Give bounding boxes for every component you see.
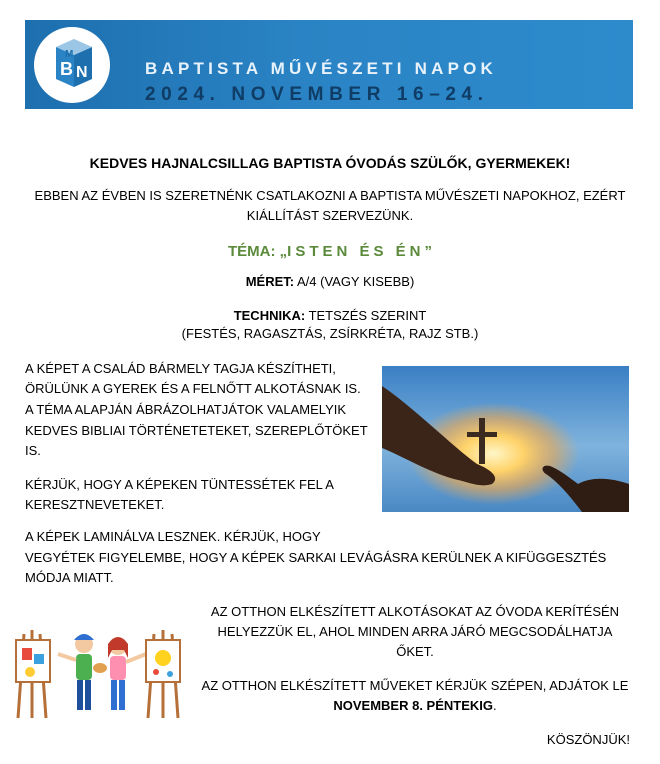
svg-text:N: N <box>76 64 88 81</box>
svg-text:B: B <box>60 59 73 79</box>
para1-line-3: A TÉMA ALAPJÁN ÁBRÁZOLHATJÁTOK VALAMELYIK <box>25 402 347 417</box>
technique-value: TETSZÉS SZERINT <box>305 308 427 323</box>
banner-date: 2024. NOVEMBER 16–24. <box>145 84 489 105</box>
para1-line-5: IS. <box>25 443 41 458</box>
size-line <box>0 273 660 291</box>
para5-line-2 <box>190 697 640 715</box>
kids-painting-easels-image <box>14 628 184 720</box>
size-label: MÉRET: <box>245 274 295 289</box>
intro-line-2: KIÁLLÍTÁST SZERVEZÜNK. <box>246 208 414 223</box>
theme-label: TÉMA: „ <box>227 243 288 260</box>
para1-line-4: KEDVES BIBLIAI TÖRTÉNETETEKET, SZEREPLŐTÖKET <box>25 423 368 438</box>
para4-line-3: ŐKET. <box>396 644 434 659</box>
size-value: A/4 (VAGY KISEBB) <box>294 274 415 289</box>
para3-line-2: VEGYÉTEK FIGYELEMBE, HOGY A KÉPEK SARKAI LEVÁGÁSRA KERÜLNEK A KIFÜGGESZTÉS <box>25 550 607 565</box>
thanks-text: KÖSZÖNJÜK! <box>546 732 630 747</box>
para3-line-1: A KÉPEK LAMINÁLVA LESZNEK. KÉRJÜK, HOGY <box>25 529 321 544</box>
technique-details: (FESTÉS, RAGASZTÁS, ZSÍRKRÉTA, RAJZ STB.) <box>181 326 479 341</box>
page-heading: KEDVES HAJNALCSILLAG BAPTISTA ÓVODÁS SZÜLŐK, GYERMEKEK! <box>89 155 571 171</box>
para5-line-1: AZ OTTHON ELKÉSZÍTETT MŰVEKET KÉRJÜK SZÉPEN, ADJÁTOK LE <box>201 678 629 693</box>
deadline: NOVEMBER 8. PÉNTEKIG <box>333 698 493 713</box>
bmn-logo-icon <box>34 27 110 103</box>
hands-cross-sunset-image <box>382 366 629 512</box>
theme-value: ISTEN ÉS ÉN <box>287 243 425 260</box>
para4-line-2: HELYEZZÜK EL, AHOL MINDEN ARRA JÁRÓ MEGCSODÁLHATJA <box>217 624 613 639</box>
para1-line-1: A KÉPET A CSALÁD BÁRMELY TAGJA KÉSZÍTHETI, <box>25 361 336 376</box>
para2-line-1: KÉRJÜK, HOGY A KÉPEKEN TÜNTESSÉTEK FEL A <box>25 477 334 492</box>
theme-line <box>0 243 660 260</box>
para3-line-3: MÓDJA MIATT. <box>25 570 114 585</box>
svg-text:M: M <box>65 49 74 60</box>
intro-line-1: EBBEN AZ ÉVBEN IS SZERETNÉNK CSATLAKOZNI A BAPTISTA MŰVÉSZETI NAPOKHOZ, EZÉRT <box>34 188 626 203</box>
event-banner <box>25 20 633 109</box>
technique-line <box>0 307 660 325</box>
para4-line-1: AZ OTTHON ELKÉSZÍTETT ALKOTÁSOKAT AZ ÓVODA KERÍTÉSÉN <box>210 604 620 619</box>
deadline-period: . <box>493 698 497 713</box>
technique-label: TECHNIKA: <box>233 308 306 323</box>
banner-title: BAPTISTA MŰVÉSZETI NAPOK <box>145 59 498 78</box>
theme-close-quote: ” <box>424 243 433 260</box>
para1-line-2: ÖRÜLÜNK A GYEREK ÉS A FELNŐTT ALKOTÁSNAK IS. <box>25 381 361 396</box>
para2-line-2: KERESZTNEVETEKET. <box>25 497 165 512</box>
